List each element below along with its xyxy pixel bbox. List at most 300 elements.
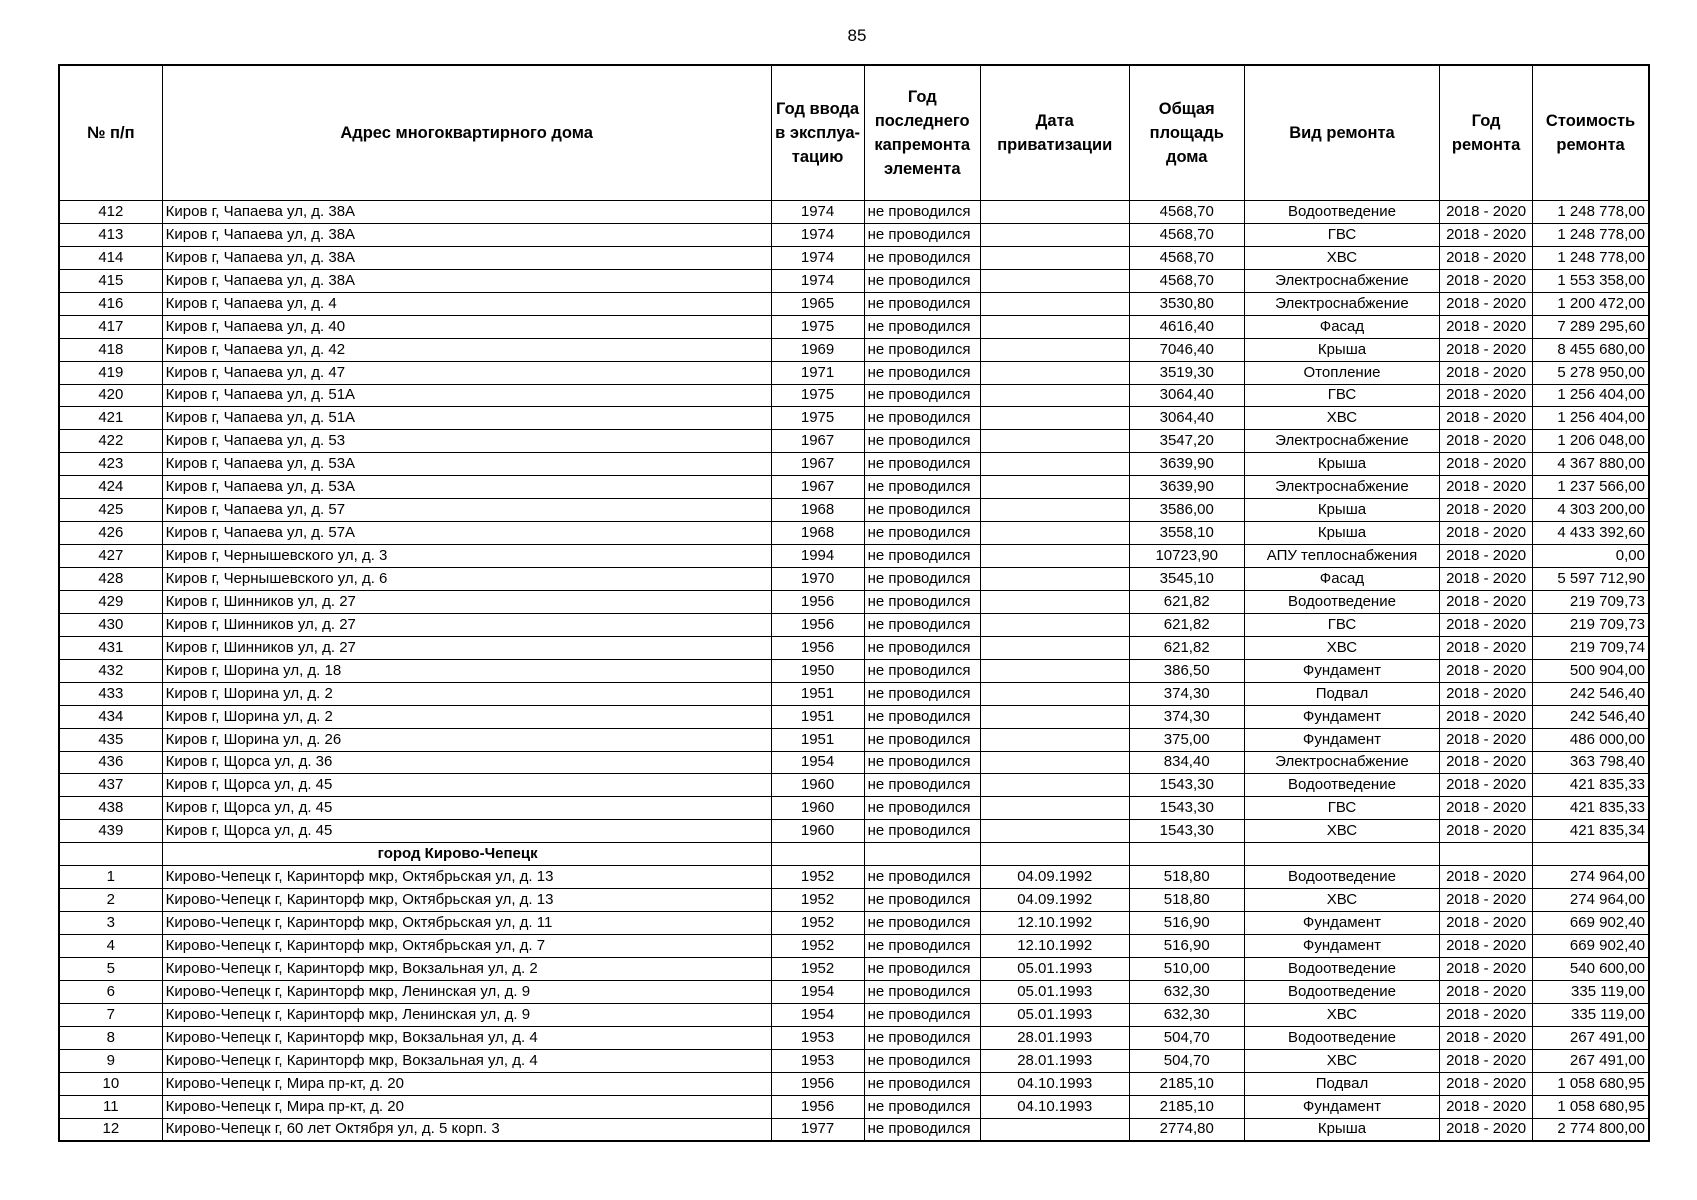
row-repair-year: 2018 - 2020 <box>1440 361 1533 384</box>
table-row <box>59 522 1649 545</box>
row-num: 416 <box>59 292 162 315</box>
row-num: 415 <box>59 269 162 292</box>
row-privatization <box>980 201 1129 224</box>
row-last-repair: не проводился <box>864 201 980 224</box>
row-year-built: 1994 <box>771 545 864 568</box>
row-repair-year: 2018 - 2020 <box>1440 1026 1533 1049</box>
row-repair-year: 2018 - 2020 <box>1440 201 1533 224</box>
row-address: Киров г, Шинников ул, д. 27 <box>162 590 771 613</box>
row-num: 431 <box>59 636 162 659</box>
row-area: 3558,10 <box>1129 522 1244 545</box>
row-year-built: 1971 <box>771 361 864 384</box>
row-privatization <box>980 728 1129 751</box>
row-address: Кирово-Чепецк г, 60 лет Октября ул, д. 5 корп. 3 <box>162 1118 771 1141</box>
row-address: Кирово-Чепецк г, Каринторф мкр, Октябрьская ул, д. 7 <box>162 935 771 958</box>
row-cost: 1 248 778,00 <box>1533 246 1649 269</box>
row-cost: 1 237 566,00 <box>1533 476 1649 499</box>
row-repair-year: 2018 - 2020 <box>1440 499 1533 522</box>
row-area: 386,50 <box>1129 659 1244 682</box>
table-row <box>59 980 1649 1003</box>
row-privatization <box>980 659 1129 682</box>
row-cost: 335 119,00 <box>1533 1003 1649 1026</box>
row-year-built: 1965 <box>771 292 864 315</box>
row-cost: 1 553 358,00 <box>1533 269 1649 292</box>
row-year-built: 1975 <box>771 407 864 430</box>
row-cost: 242 546,40 <box>1533 682 1649 705</box>
row-repair-year: 2018 - 2020 <box>1440 636 1533 659</box>
row-address: Киров г, Чапаева ул, д. 51А <box>162 407 771 430</box>
table-row <box>59 201 1649 224</box>
table-row <box>59 957 1649 980</box>
row-num: 9 <box>59 1049 162 1072</box>
row-last-repair: не проводился <box>864 476 980 499</box>
row-repair-year: 2018 - 2020 <box>1440 1095 1533 1118</box>
row-year-built: 1950 <box>771 659 864 682</box>
row-last-repair: не проводился <box>864 705 980 728</box>
row-repair-year: 2018 - 2020 <box>1440 751 1533 774</box>
row-repair-type: Подвал <box>1244 682 1439 705</box>
row-address: Киров г, Чапаева ул, д. 38А <box>162 201 771 224</box>
row-num: 1 <box>59 866 162 889</box>
row-last-repair: не проводился <box>864 590 980 613</box>
row-year-built: 1975 <box>771 315 864 338</box>
row-last-repair: не проводился <box>864 636 980 659</box>
row-repair-type: Крыша <box>1244 453 1439 476</box>
row-repair-type: Электроснабжение <box>1244 430 1439 453</box>
row-year-built: 1969 <box>771 338 864 361</box>
row-address: Киров г, Чапаева ул, д. 38А <box>162 269 771 292</box>
row-repair-year: 2018 - 2020 <box>1440 315 1533 338</box>
row-year-built: 1951 <box>771 682 864 705</box>
row-year-built: 1956 <box>771 636 864 659</box>
row-num: 11 <box>59 1095 162 1118</box>
repair-table <box>58 64 1650 1142</box>
row-repair-year: 2018 - 2020 <box>1440 545 1533 568</box>
row-num: 6 <box>59 980 162 1003</box>
row-year-built: 1977 <box>771 1118 864 1141</box>
row-last-repair: не проводился <box>864 774 980 797</box>
row-privatization: 04.09.1992 <box>980 866 1129 889</box>
row-privatization: 05.01.1993 <box>980 957 1129 980</box>
table-row <box>59 361 1649 384</box>
row-year-built: 1953 <box>771 1049 864 1072</box>
row-cost: 421 835,33 <box>1533 797 1649 820</box>
row-last-repair: не проводился <box>864 453 980 476</box>
row-year-built: 1956 <box>771 613 864 636</box>
row-year-built: 1968 <box>771 499 864 522</box>
row-last-repair: не проводился <box>864 1003 980 1026</box>
row-last-repair: не проводился <box>864 1072 980 1095</box>
row-area: 3586,00 <box>1129 499 1244 522</box>
row-repair-type: Электроснабжение <box>1244 751 1439 774</box>
row-cost: 540 600,00 <box>1533 957 1649 980</box>
row-num: 429 <box>59 590 162 613</box>
row-num: 428 <box>59 568 162 591</box>
row-num: 8 <box>59 1026 162 1049</box>
row-address: Кирово-Чепецк г, Каринторф мкр, Вокзальная ул, д. 2 <box>162 957 771 980</box>
table-row <box>59 246 1649 269</box>
row-num: 424 <box>59 476 162 499</box>
row-repair-type: Фундамент <box>1244 705 1439 728</box>
row-privatization <box>980 407 1129 430</box>
row-repair-type: Электроснабжение <box>1244 476 1439 499</box>
row-repair-year: 2018 - 2020 <box>1440 246 1533 269</box>
row-area: 3639,90 <box>1129 476 1244 499</box>
row-cost: 1 058 680,95 <box>1533 1095 1649 1118</box>
row-address: Киров г, Шорина ул, д. 2 <box>162 705 771 728</box>
header-repair-type: Вид ремонта <box>1244 65 1439 201</box>
row-area: 4568,70 <box>1129 269 1244 292</box>
row-repair-type: Водоотведение <box>1244 866 1439 889</box>
row-address: Киров г, Чапаева ул, д. 4 <box>162 292 771 315</box>
row-last-repair: не проводился <box>864 545 980 568</box>
row-privatization <box>980 568 1129 591</box>
row-privatization <box>980 522 1129 545</box>
row-cost: 421 835,34 <box>1533 820 1649 843</box>
row-address: Киров г, Чапаева ул, д. 47 <box>162 361 771 384</box>
row-cost: 242 546,40 <box>1533 705 1649 728</box>
table-body-chepetsk <box>59 866 1649 1142</box>
row-repair-year: 2018 - 2020 <box>1440 866 1533 889</box>
row-repair-type: Крыша <box>1244 338 1439 361</box>
row-cost: 335 119,00 <box>1533 980 1649 1003</box>
row-cost: 5 597 712,90 <box>1533 568 1649 591</box>
row-repair-type: Электроснабжение <box>1244 292 1439 315</box>
row-area: 3519,30 <box>1129 361 1244 384</box>
row-privatization: 12.10.1992 <box>980 935 1129 958</box>
row-privatization <box>980 338 1129 361</box>
table-row <box>59 476 1649 499</box>
header-address: Адрес многоквартирного дома <box>162 65 771 201</box>
row-last-repair: не проводился <box>864 980 980 1003</box>
table-row <box>59 269 1649 292</box>
row-year-built: 1974 <box>771 246 864 269</box>
row-privatization: 12.10.1992 <box>980 912 1129 935</box>
row-area: 516,90 <box>1129 935 1244 958</box>
row-repair-year: 2018 - 2020 <box>1440 1003 1533 1026</box>
row-address: Кирово-Чепецк г, Каринторф мкр, Вокзальная ул, д. 4 <box>162 1049 771 1072</box>
row-cost: 669 902,40 <box>1533 912 1649 935</box>
table-row <box>59 292 1649 315</box>
table-row <box>59 797 1649 820</box>
table-row <box>59 453 1649 476</box>
row-repair-type: Фундамент <box>1244 1095 1439 1118</box>
row-repair-type: ХВС <box>1244 1049 1439 1072</box>
row-address: Киров г, Шорина ул, д. 18 <box>162 659 771 682</box>
row-cost: 669 902,40 <box>1533 935 1649 958</box>
row-area: 1543,30 <box>1129 797 1244 820</box>
row-year-built: 1952 <box>771 957 864 980</box>
row-num: 2 <box>59 889 162 912</box>
row-year-built: 1960 <box>771 820 864 843</box>
row-year-built: 1956 <box>771 1072 864 1095</box>
row-area: 3530,80 <box>1129 292 1244 315</box>
table-row <box>59 1072 1649 1095</box>
row-repair-type: ХВС <box>1244 1003 1439 1026</box>
row-cost: 4 367 880,00 <box>1533 453 1649 476</box>
row-privatization: 28.01.1993 <box>980 1026 1129 1049</box>
table-row <box>59 384 1649 407</box>
row-area: 621,82 <box>1129 590 1244 613</box>
row-address: Киров г, Чапаева ул, д. 57 <box>162 499 771 522</box>
row-area: 7046,40 <box>1129 338 1244 361</box>
row-address: Киров г, Чапаева ул, д. 53А <box>162 476 771 499</box>
table-row <box>59 545 1649 568</box>
row-privatization <box>980 269 1129 292</box>
row-address: Киров г, Шинников ул, д. 27 <box>162 636 771 659</box>
row-address: Киров г, Чернышевского ул, д. 6 <box>162 568 771 591</box>
row-cost: 1 248 778,00 <box>1533 223 1649 246</box>
row-num: 12 <box>59 1118 162 1141</box>
table-row <box>59 889 1649 912</box>
row-address: Кирово-Чепецк г, Каринторф мкр, Вокзальная ул, д. 4 <box>162 1026 771 1049</box>
row-year-built: 1974 <box>771 269 864 292</box>
table-row <box>59 935 1649 958</box>
row-privatization <box>980 797 1129 820</box>
header-area: Общая площадь дома <box>1129 65 1244 201</box>
row-cost: 2 774 800,00 <box>1533 1118 1649 1141</box>
header-cost: Стоимость ремонта <box>1533 65 1649 201</box>
row-year-built: 1956 <box>771 590 864 613</box>
row-area: 3639,90 <box>1129 453 1244 476</box>
row-privatization: 05.01.1993 <box>980 1003 1129 1026</box>
row-repair-type: АПУ теплоснабжения <box>1244 545 1439 568</box>
row-num: 439 <box>59 820 162 843</box>
row-repair-type: ХВС <box>1244 889 1439 912</box>
row-repair-type: ХВС <box>1244 407 1439 430</box>
row-num: 418 <box>59 338 162 361</box>
row-cost: 274 964,00 <box>1533 889 1649 912</box>
table-row <box>59 682 1649 705</box>
row-repair-type: Крыша <box>1244 1118 1439 1141</box>
row-num: 422 <box>59 430 162 453</box>
row-privatization <box>980 705 1129 728</box>
row-cost: 363 798,40 <box>1533 751 1649 774</box>
header-last-repair: Год последнего капремонта элемента <box>864 65 980 201</box>
row-privatization <box>980 613 1129 636</box>
row-area: 3547,20 <box>1129 430 1244 453</box>
row-year-built: 1967 <box>771 476 864 499</box>
row-repair-year: 2018 - 2020 <box>1440 728 1533 751</box>
row-privatization <box>980 430 1129 453</box>
row-num: 421 <box>59 407 162 430</box>
row-address: Кирово-Чепецк г, Каринторф мкр, Октябрьская ул, д. 13 <box>162 866 771 889</box>
row-repair-type: Водоотведение <box>1244 774 1439 797</box>
row-privatization: 05.01.1993 <box>980 980 1129 1003</box>
row-repair-year: 2018 - 2020 <box>1440 705 1533 728</box>
row-last-repair: не проводился <box>864 499 980 522</box>
row-repair-type: Фасад <box>1244 315 1439 338</box>
row-num: 436 <box>59 751 162 774</box>
row-num: 438 <box>59 797 162 820</box>
row-area: 10723,90 <box>1129 545 1244 568</box>
row-year-built: 1953 <box>771 1026 864 1049</box>
row-cost: 274 964,00 <box>1533 866 1649 889</box>
row-cost: 1 256 404,00 <box>1533 384 1649 407</box>
row-num: 433 <box>59 682 162 705</box>
row-privatization <box>980 453 1129 476</box>
row-year-built: 1951 <box>771 705 864 728</box>
row-area: 834,40 <box>1129 751 1244 774</box>
row-year-built: 1960 <box>771 797 864 820</box>
row-num: 420 <box>59 384 162 407</box>
row-repair-year: 2018 - 2020 <box>1440 430 1533 453</box>
row-num: 432 <box>59 659 162 682</box>
row-last-repair: не проводился <box>864 889 980 912</box>
row-address: Киров г, Щорса ул, д. 45 <box>162 797 771 820</box>
row-area: 516,90 <box>1129 912 1244 935</box>
row-privatization: 04.09.1992 <box>980 889 1129 912</box>
row-repair-year: 2018 - 2020 <box>1440 453 1533 476</box>
row-area: 4568,70 <box>1129 223 1244 246</box>
row-year-built: 1956 <box>771 1095 864 1118</box>
row-address: Киров г, Чапаева ул, д. 38А <box>162 223 771 246</box>
row-privatization <box>980 682 1129 705</box>
table-row <box>59 407 1649 430</box>
row-address: Киров г, Щорса ул, д. 45 <box>162 820 771 843</box>
row-last-repair: не проводился <box>864 338 980 361</box>
row-repair-year: 2018 - 2020 <box>1440 1049 1533 1072</box>
row-num: 417 <box>59 315 162 338</box>
row-repair-type: Водоотведение <box>1244 590 1439 613</box>
row-cost: 1 256 404,00 <box>1533 407 1649 430</box>
table-row <box>59 1095 1649 1118</box>
row-address: Киров г, Чапаева ул, д. 42 <box>162 338 771 361</box>
row-year-built: 1952 <box>771 866 864 889</box>
row-address: Киров г, Чернышевского ул, д. 3 <box>162 545 771 568</box>
row-repair-year: 2018 - 2020 <box>1440 1072 1533 1095</box>
row-last-repair: не проводился <box>864 797 980 820</box>
row-cost: 4 433 392,60 <box>1533 522 1649 545</box>
row-cost: 5 278 950,00 <box>1533 361 1649 384</box>
row-repair-year: 2018 - 2020 <box>1440 774 1533 797</box>
row-year-built: 1974 <box>771 223 864 246</box>
table-row <box>59 613 1649 636</box>
row-address: Киров г, Чапаева ул, д. 57А <box>162 522 771 545</box>
row-address: Киров г, Шинников ул, д. 27 <box>162 613 771 636</box>
row-area: 4616,40 <box>1129 315 1244 338</box>
row-last-repair: не проводился <box>864 1095 980 1118</box>
row-repair-year: 2018 - 2020 <box>1440 223 1533 246</box>
table-body-kirov <box>59 201 1649 843</box>
row-cost: 421 835,33 <box>1533 774 1649 797</box>
row-year-built: 1954 <box>771 751 864 774</box>
row-cost: 1 248 778,00 <box>1533 201 1649 224</box>
row-repair-year: 2018 - 2020 <box>1440 568 1533 591</box>
row-repair-year: 2018 - 2020 <box>1440 889 1533 912</box>
row-cost: 267 491,00 <box>1533 1049 1649 1072</box>
row-cost: 219 709,73 <box>1533 613 1649 636</box>
row-num: 413 <box>59 223 162 246</box>
table-row <box>59 1003 1649 1026</box>
row-repair-year: 2018 - 2020 <box>1440 797 1533 820</box>
row-num: 427 <box>59 545 162 568</box>
row-area: 518,80 <box>1129 889 1244 912</box>
row-repair-type: Водоотведение <box>1244 980 1439 1003</box>
row-repair-type: ГВС <box>1244 384 1439 407</box>
row-num: 425 <box>59 499 162 522</box>
row-area: 621,82 <box>1129 613 1244 636</box>
row-repair-year: 2018 - 2020 <box>1440 613 1533 636</box>
row-last-repair: не проводился <box>864 613 980 636</box>
row-year-built: 1974 <box>771 201 864 224</box>
row-repair-type: ХВС <box>1244 636 1439 659</box>
table-row <box>59 430 1649 453</box>
row-privatization: 28.01.1993 <box>980 1049 1129 1072</box>
row-last-repair: не проводился <box>864 361 980 384</box>
row-cost: 500 904,00 <box>1533 659 1649 682</box>
row-year-built: 1967 <box>771 453 864 476</box>
row-cost: 1 200 472,00 <box>1533 292 1649 315</box>
row-last-repair: не проводился <box>864 568 980 591</box>
row-address: Киров г, Чапаева ул, д. 53А <box>162 453 771 476</box>
row-year-built: 1951 <box>771 728 864 751</box>
row-repair-year: 2018 - 2020 <box>1440 590 1533 613</box>
row-repair-year: 2018 - 2020 <box>1440 980 1533 1003</box>
row-cost: 219 709,74 <box>1533 636 1649 659</box>
section-kirovo-chepetsk <box>59 843 1649 866</box>
row-last-repair: не проводился <box>864 246 980 269</box>
row-repair-year: 2018 - 2020 <box>1440 269 1533 292</box>
row-year-built: 1960 <box>771 774 864 797</box>
row-repair-type: ГВС <box>1244 223 1439 246</box>
row-last-repair: не проводился <box>864 659 980 682</box>
row-year-built: 1952 <box>771 889 864 912</box>
row-num: 412 <box>59 201 162 224</box>
row-repair-type: ГВС <box>1244 797 1439 820</box>
section-header-row <box>59 843 1649 866</box>
row-repair-year: 2018 - 2020 <box>1440 407 1533 430</box>
row-repair-year: 2018 - 2020 <box>1440 912 1533 935</box>
table-row <box>59 590 1649 613</box>
row-area: 632,30 <box>1129 1003 1244 1026</box>
row-last-repair: не проводился <box>864 912 980 935</box>
row-privatization <box>980 246 1129 269</box>
row-last-repair: не проводился <box>864 1049 980 1072</box>
row-area: 504,70 <box>1129 1049 1244 1072</box>
row-num: 4 <box>59 935 162 958</box>
row-repair-type: ХВС <box>1244 820 1439 843</box>
row-repair-type: Фундамент <box>1244 935 1439 958</box>
row-privatization <box>980 384 1129 407</box>
table-row <box>59 1049 1649 1072</box>
row-last-repair: не проводился <box>864 384 980 407</box>
row-repair-type: ХВС <box>1244 246 1439 269</box>
row-area: 3064,40 <box>1129 384 1244 407</box>
row-repair-type: Фундамент <box>1244 659 1439 682</box>
row-repair-type: Крыша <box>1244 499 1439 522</box>
table-row <box>59 1118 1649 1141</box>
row-repair-type: Водоотведение <box>1244 957 1439 980</box>
row-cost: 0,00 <box>1533 545 1649 568</box>
row-cost: 486 000,00 <box>1533 728 1649 751</box>
row-year-built: 1968 <box>771 522 864 545</box>
row-repair-year: 2018 - 2020 <box>1440 476 1533 499</box>
row-repair-year: 2018 - 2020 <box>1440 522 1533 545</box>
row-last-repair: не проводился <box>864 407 980 430</box>
row-last-repair: не проводился <box>864 957 980 980</box>
row-address: Киров г, Чапаева ул, д. 38А <box>162 246 771 269</box>
row-num: 437 <box>59 774 162 797</box>
row-last-repair: не проводился <box>864 1118 980 1141</box>
row-last-repair: не проводился <box>864 269 980 292</box>
row-repair-type: Электроснабжение <box>1244 269 1439 292</box>
row-address: Кирово-Чепецк г, Мира пр-кт, д. 20 <box>162 1095 771 1118</box>
row-privatization <box>980 636 1129 659</box>
row-repair-type: Фасад <box>1244 568 1439 591</box>
row-privatization <box>980 223 1129 246</box>
row-cost: 4 303 200,00 <box>1533 499 1649 522</box>
